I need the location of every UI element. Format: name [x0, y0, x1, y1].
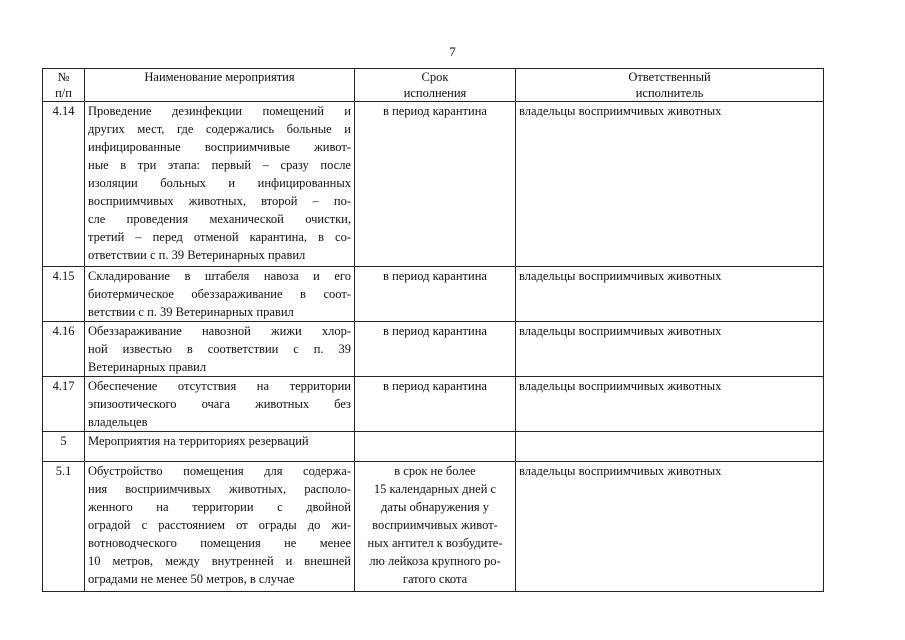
header-name: Наименование мероприятия	[85, 69, 355, 102]
deadline-cell: в срок не более 15 календарных дней с даты обнаружения у восприимчивых живот- ных антител к возбудите- лю лейкоза крупного ро- гатого скота	[355, 462, 516, 592]
measure-name-line: Обустройство помещения для содержа-	[88, 464, 351, 478]
measure-name-line: Обеззараживание навозной жижи хлор-	[88, 324, 351, 338]
measure-name-line: восприимчивых животных, второй – по-	[88, 194, 351, 208]
deadline-cell: в период карантина	[355, 377, 516, 432]
measure-name-line: других мест, где содержались больные и	[88, 122, 351, 136]
row-number: 4.14	[43, 102, 85, 267]
measure-name-line: 10 метров, между внутренней и внешней	[88, 554, 351, 568]
table-header-row	[43, 69, 824, 102]
measure-name	[85, 267, 355, 322]
measure-name-line: инфицированные восприимчивые живот-	[88, 140, 351, 154]
measure-name-line: женного на территории с двойной	[88, 500, 351, 514]
table-row	[43, 322, 824, 377]
responsible-cell: владельцы восприимчивых животных	[516, 377, 824, 432]
responsible-cell: владельцы восприимчивых животных	[516, 267, 824, 322]
measure-name-line: эпизоотического очага животных без	[88, 397, 351, 411]
table-row	[43, 462, 824, 592]
measure-name-line: владельцев	[88, 415, 148, 429]
table-row	[43, 267, 824, 322]
row-number: 4.16	[43, 322, 85, 377]
deadline-cell: в период карантина	[355, 102, 516, 267]
deadline-cell	[355, 432, 516, 462]
responsible-cell	[516, 432, 824, 462]
measure-name-line: Складирование в штабеля навоза и его	[88, 269, 351, 283]
row-number: 4.17	[43, 377, 85, 432]
measure-name-line: оградой с расстоянием от ограды до жи-	[88, 518, 351, 532]
header-num: № п/п	[43, 69, 85, 102]
measure-name-line: вотноводческого помещения не менее	[88, 536, 351, 550]
row-number: 4.15	[43, 267, 85, 322]
measure-name	[85, 377, 355, 432]
measure-name-line: ответствии с п. 39 Ветеринарных правил	[88, 248, 306, 262]
header-deadline: Срок исполнения	[355, 69, 516, 102]
header-responsible: Ответственный исполнитель	[516, 69, 824, 102]
measure-name-line: третий – перед отменой карантина, в со-	[88, 230, 351, 244]
table-row	[43, 432, 824, 462]
measure-name-line: биотермическое обеззараживание в соот-	[88, 287, 351, 301]
responsible-cell: владельцы восприимчивых животных	[516, 102, 824, 267]
row-number: 5.1	[43, 462, 85, 592]
measure-name-line: Обеспечение отсутствия на территории	[88, 379, 351, 393]
measure-name-line: Проведение дезинфекции помещений и	[88, 104, 351, 118]
measure-name	[85, 432, 355, 462]
measure-name-line: ветствии с п. 39 Ветеринарных правил	[88, 305, 294, 319]
measure-name-line: оградами не менее 50 метров, в случае	[88, 572, 295, 586]
table-body	[43, 102, 824, 592]
measure-name	[85, 102, 355, 267]
measure-name-line: сле проведения механической очистки,	[88, 212, 351, 226]
row-number: 5	[43, 432, 85, 462]
measure-name-line: ной известью в соответствии с п. 39	[88, 342, 351, 356]
table-row	[43, 102, 824, 267]
measure-name-line: ния восприимчивых животных, располо-	[88, 482, 351, 496]
page-number: 7	[449, 44, 456, 59]
responsible-cell: владельцы восприимчивых животных	[516, 322, 824, 377]
measure-name-line: ные в три этапа: первый – сразу после	[88, 158, 351, 172]
measure-name-line: Ветеринарных правил	[88, 360, 207, 374]
responsible-cell: владельцы восприимчивых животных	[516, 462, 824, 592]
measure-name-line: изоляции больных и инфицированных	[88, 176, 351, 190]
measure-name-line: Мероприятия на территориях резерваций	[88, 434, 309, 448]
deadline-cell: в период карантина	[355, 322, 516, 377]
measures-table	[42, 68, 824, 592]
deadline-cell: в период карантина	[355, 267, 516, 322]
measure-name	[85, 462, 355, 592]
measure-name	[85, 322, 355, 377]
table-row	[43, 377, 824, 432]
